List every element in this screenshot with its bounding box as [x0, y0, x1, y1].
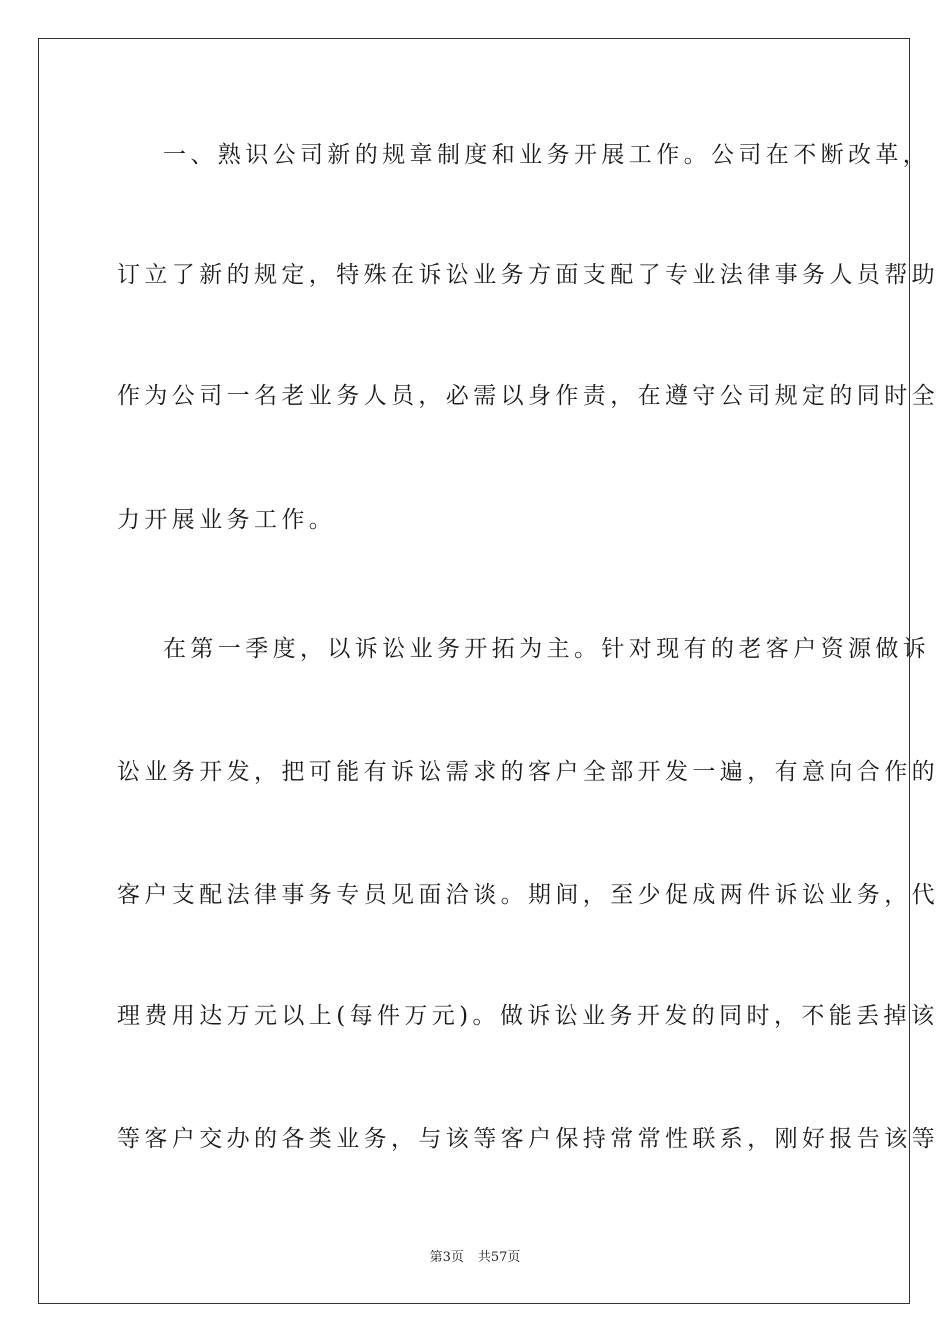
paragraph-2-line-3: 客户支配法律事务专员见面洽谈。期间，至少促成两件诉讼业务，代	[117, 882, 939, 908]
paragraph-1-line-3: 作为公司一名老业务人员，必需以身作责，在遵守公司规定的同时全	[117, 383, 939, 409]
paragraph-1-line-2: 订立了新的规定，特殊在诉讼业务方面支配了专业法律事务人员帮助	[117, 262, 939, 288]
page-footer	[0, 1246, 950, 1265]
paragraph-1-line-4: 力开展业务工作。	[117, 507, 337, 533]
page-number: 第3页	[429, 1250, 464, 1265]
paragraph-2-line-2: 讼业务开发，把可能有诉讼需求的客户全部开发一遍，有意向合作的	[117, 759, 939, 785]
paragraph-1-line-1: 一、熟识公司新的规章制度和业务开展工作。公司在不断改革，	[163, 142, 931, 168]
paragraph-2-line-1: 在第一季度，以诉讼业务开拓为主。针对现有的老客户资源做诉	[163, 636, 931, 662]
page-border	[38, 38, 939, 1304]
paragraph-2-line-5: 等客户交办的各类业务，与该等客户保持常常性联系，刚好报告该等	[117, 1126, 939, 1152]
paragraph-2-line-4: 理费用达万元以上(每件万元)。做诉讼业务开发的同时，不能丢掉该	[117, 1003, 939, 1029]
total-pages: 共57页	[477, 1250, 521, 1265]
